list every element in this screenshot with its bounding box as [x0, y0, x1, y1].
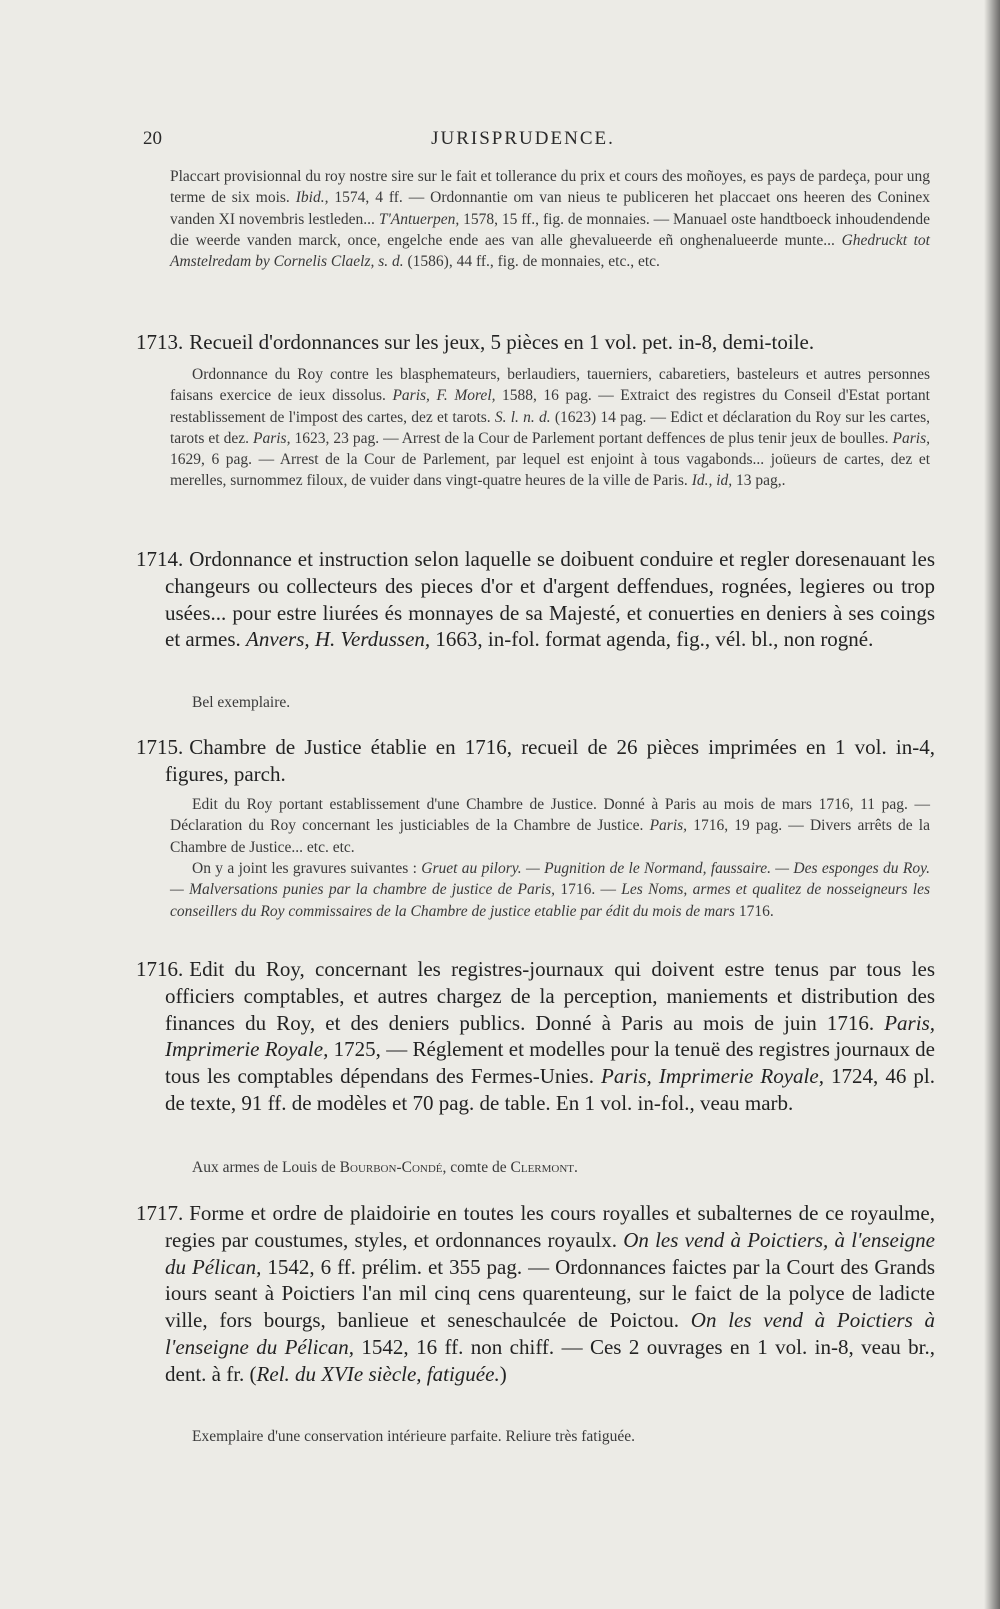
entry-1715-engravings	[170, 858, 930, 922]
entry-title-italic: Paris, Imprimerie Royale,	[601, 1064, 824, 1089]
desc-italic: Paris,	[649, 817, 688, 835]
note-text: Aux armes de Louis de	[192, 1159, 336, 1176]
entry-1715-title	[136, 734, 935, 788]
entry-title-text: Ordonnance et instruction selon laquelle se doibuent conduire et regler doresenauant les changeurs ou collecteurs des pieces d'or et d'argent deffendues, rognées, legieres ou trop usées... pour estre liurées és monnayes de sa Majesté, et conuerties en deniers à ses coings et armes.	[165, 547, 935, 652]
intro-italic-2: T'Antuerpen,	[378, 210, 460, 228]
entry-title-text: Forme et ordre de plaidoirie en toutes les cours royalles et subalternes de ce royaulme, regies par coustumes, styles, et ordonnances royaulx.	[165, 1201, 935, 1252]
desc-text: 1716, 19 pag. — Divers arrêts de la Chambre de Justice... etc. etc.	[170, 817, 930, 856]
entry-title-italic: On les vend à Poictiers à l'enseigne du Pélican,	[165, 1308, 936, 1359]
note-text: , comte de	[442, 1159, 507, 1176]
entry-title-italic: Anvers, H. Verdussen,	[246, 627, 431, 652]
entry-number: 1717.	[136, 1201, 184, 1225]
intro-text-2: 1574, 4 ff. — Ordonnantie om van nieus te publiceren het placcaet ons heeren des Coninex vanden XI novembris lestleden...	[170, 189, 931, 228]
entry-title-text: 1542, 6 ff. prélim. et 355 pag. — Ordonnances faictes par la Court des Grands iours seant à Poictiers l'an mil cinq cens quarenteung, sur le faict de la polyce de ladicte ville, fors bourgs, banlieue et seneschaulcée de Poictou.	[165, 1254, 935, 1333]
entry-title-text: Edit du Roy, concernant les registres-journaux qui doivent estre tenus par tous les officiers comptables, et autres chargez de la perception, maniements et distribution des finances du Roy, et des deniers publics. Donné à Paris au mois de juin 1716.	[165, 957, 935, 1035]
intro-text-4: (1586), 44 ff., fig. de monnaies, etc., etc.	[407, 253, 660, 271]
entry-title-italic: Rel. du XVIe siècle, fatiguée.	[256, 1361, 500, 1386]
entry-1716-title	[136, 956, 935, 1117]
entry-title-italic: On les vend à Poictiers, à l'enseigne du Pélican,	[165, 1227, 936, 1279]
entry-1715-description	[170, 794, 930, 858]
desc-italic: Id., id,	[691, 472, 733, 490]
entry-1717-title	[136, 1200, 936, 1388]
intro-text-3: 1578, 15 ff., fig. de monnaies. — Manuael oste handtboeck inhoudendende die weerde vanden marck, once, engelche ende aes van alle ghevalueerde eñ onghenalueerde munte...	[170, 210, 931, 249]
note-name: Bourbon-Condé	[339, 1159, 443, 1176]
desc-italic: S. l. n. d.	[494, 408, 551, 426]
desc-italic: Les Noms, armes et qualitez de nosseigneurs les conseillers du Roy commissaires de la Chambre de justice etablie par édit du mois de mars	[170, 881, 931, 920]
entry-title-text: Chambre de Justice établie en 1716, recueil de 26 pièces imprimées en 1 vol. in-4, figures, parch.	[165, 735, 935, 786]
desc-italic: Paris,	[253, 429, 291, 447]
entry-1713-title	[136, 329, 935, 356]
entry-title-text: 1725, — Réglement et modelles pour la tenuë des registres journaux de tous les comptables dépendans des Fermes-Unies.	[165, 1037, 935, 1089]
desc-italic: Paris,	[892, 429, 930, 447]
entry-number: 1713.	[136, 330, 184, 354]
entry-title-text: 1542, 16 ff. non chiff. — Ces 2 ouvrages en 1 vol. in-8, veau br., dent. à fr. (	[165, 1334, 936, 1386]
desc-text: 1623, 23 pag. — Arrest de la Cour de Parlement portant deffences de plus tenir jeux de boulles.	[294, 429, 889, 447]
running-head	[143, 128, 933, 152]
entry-number: 1714.	[136, 547, 184, 571]
entry-1713-description	[170, 364, 930, 492]
entry-title-italic: Paris, Imprimerie Royale,	[165, 1010, 935, 1062]
desc-italic: Gruet au pilory. — Pugnition de le Normand, faussaire. — Des esponges du Roy. — Malversations punies par la chambre de justice de Paris,	[170, 860, 930, 899]
intro-italic-3: Ghedruckt tot Amstelredam by Cornelis Claelz, s. d.	[170, 231, 930, 271]
desc-text: 1629, 6 pag. — Arrest de la Cour de Parlement, par lequel est enjoint à tous vagabonds... joüeurs de cartes, dez et merelles, surnommez filoux, de vuider dans vingt-quatre heures de la ville de Paris.	[170, 451, 930, 490]
desc-text: Ordonnance du Roy contre les blasphemateurs, berlaudiers, tauerniers, cabaretiers, basteleurs et autres personnes faisans exercice de ieux dissolus.	[170, 366, 930, 405]
entry-title-text: Recueil d'ordonnances sur les jeux, 5 pièces en 1 vol. pet. in-8, demi-toile.	[189, 330, 815, 354]
running-title: JURISPRUDENCE.	[431, 128, 615, 149]
note-name: Clermont	[510, 1159, 575, 1176]
desc-text: 1716.	[738, 902, 774, 920]
entry-1714-title	[136, 546, 935, 653]
intro-text-1: Placcart provisionnal du roy nostre sire sur le fait et tollerance du prix et cours des moñoyes, es pays de pardeça, pour ung terme de six mois.	[170, 168, 930, 207]
desc-text: On y a joint les gravures suivantes :	[192, 860, 417, 877]
entry-title-text: 1663, in-fol. format agenda, fig., vél. bl., non rogné.	[435, 627, 874, 652]
note-text: .	[574, 1159, 578, 1176]
entry-title-text: 1724, 46 pl. de texte, 91 ff. de modèles et 70 pag. de table. En 1 vol. in-fol., veau marb.	[165, 1064, 935, 1115]
entry-1714-note: Bel exemplaire.	[192, 694, 291, 711]
entry-1717-note: Exemplaire d'une conservation intérieure parfaite. Reliure très fatiguée.	[192, 1428, 636, 1445]
desc-text: 1716. —	[560, 881, 616, 899]
desc-text: 1588, 16 pag. — Extraict des registres du Conseil d'Estat portant restablissement de l'impost des cartes, dez et tarots.	[170, 387, 930, 426]
desc-text: 13 pag,.	[736, 472, 786, 490]
desc-text: Edit du Roy portant establissement d'une Chambre de Justice. Donné à Paris au mois de mars 1716, 11 pag. — Déclaration du Roy concernant les justiciables de la Chambre de Justice.	[170, 796, 930, 835]
binding-edge	[984, 0, 1000, 1609]
page-number: 20	[143, 128, 162, 149]
desc-text: (1623) 14 pag. — Edict et déclaration du Roy sur les cartes, tarots et dez.	[170, 408, 931, 447]
continuation-paragraph	[170, 166, 930, 272]
entry-title-text: )	[499, 1361, 507, 1386]
desc-italic: Paris, F. Morel,	[392, 387, 496, 405]
entry-number: 1716.	[136, 957, 184, 981]
intro-italic-1: Ibid.,	[295, 189, 329, 207]
entry-number: 1715.	[136, 735, 184, 759]
entry-1716-note	[192, 1157, 932, 1178]
